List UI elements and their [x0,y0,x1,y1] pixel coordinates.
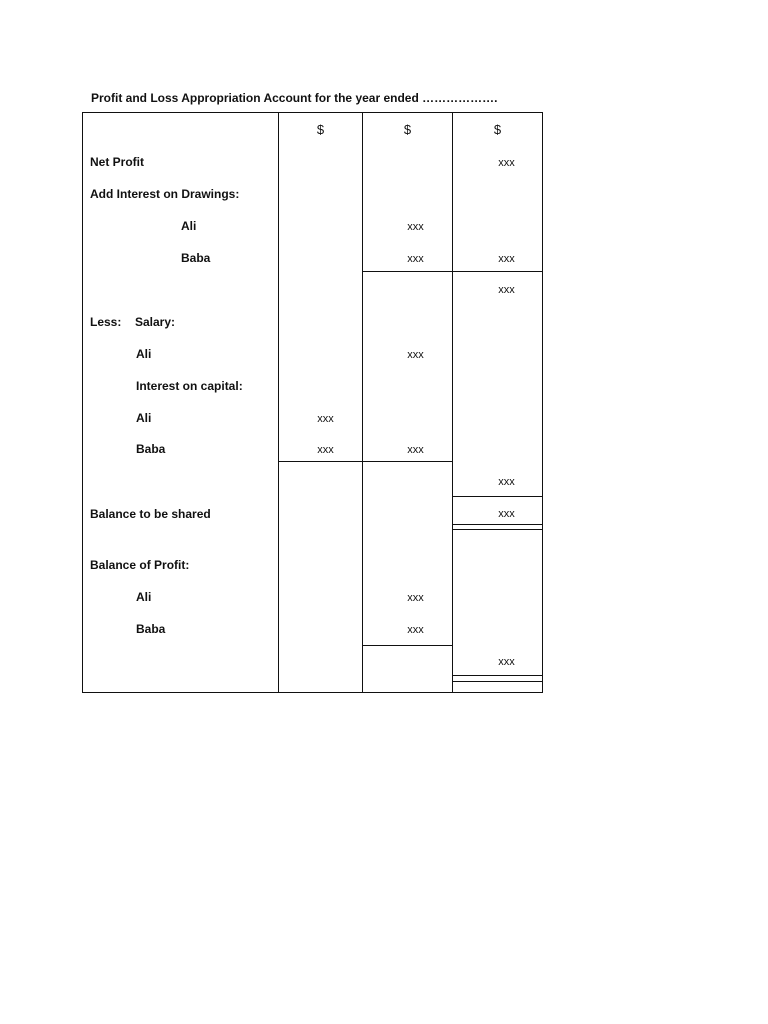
ali-capital-label: Ali [136,411,152,425]
double-rule-balance-shared-1 [452,524,543,525]
ali-salary-amount: xxx [407,349,424,361]
baba-balance-amount: xxx [407,624,424,636]
baba-capital-amount: xxx [317,444,334,456]
balance-to-be-shared-amount: xxx [498,508,515,520]
column-1-header: $ [316,122,325,137]
less-label: Less: [90,315,122,329]
ali-capital-amount: xxx [317,413,334,425]
table-top-border [82,112,543,113]
column-divider-2 [362,112,363,693]
add-interest-drawings-label: Add Interest on Drawings: [90,187,240,201]
net-profit-amount: xxx [498,157,515,169]
rule-after-drawings [362,271,543,272]
balance-of-profit-label: Balance of Profit: [90,558,190,572]
total-deductions-amount: xxx [498,476,515,488]
ali-balance-amount: xxx [407,592,424,604]
table-right-border [542,112,543,693]
interest-on-capital-label: Interest on capital: [136,379,243,393]
final-total-amount: xxx [498,656,515,668]
rule-after-interest-capital [278,461,453,462]
net-profit-label: Net Profit [90,155,144,169]
balance-to-be-shared-label: Balance to be shared [90,507,211,521]
double-rule-final-2 [452,681,543,682]
table-left-border [82,112,83,693]
ali-drawings-amount: xxx [407,221,424,233]
account-title: Profit and Loss Appropriation Account for the year ended ………………. [91,91,498,105]
column-3-header: $ [493,122,502,137]
profit-after-drawings-amount: xxx [498,284,515,296]
column-2-header: $ [403,122,412,137]
drawings-total-amount: xxx [498,253,515,265]
column-divider-3 [452,112,453,693]
interest-capital-total-amount: xxx [407,444,424,456]
baba-drawings-label: Baba [181,251,211,265]
ali-balance-label: Ali [136,590,152,604]
ali-drawings-label: Ali [181,219,197,233]
baba-capital-label: Baba [136,442,166,456]
rule-after-balance-profit [362,645,453,646]
column-divider-1 [278,112,279,693]
double-rule-balance-shared-2 [452,529,543,530]
salary-label: Salary: [135,315,176,329]
rule-before-balance-shared [452,496,543,497]
table-bottom-border [82,692,543,693]
double-rule-final-1 [452,675,543,676]
baba-drawings-amount: xxx [407,253,424,265]
ali-salary-label: Ali [136,347,152,361]
baba-balance-label: Baba [136,622,166,636]
